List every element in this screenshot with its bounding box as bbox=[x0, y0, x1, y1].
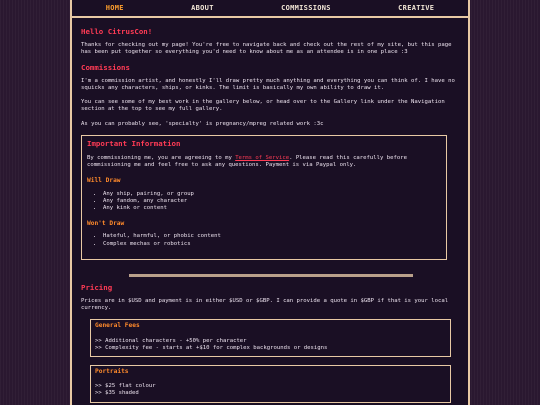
top-nav bbox=[72, 0, 468, 18]
main-content bbox=[72, 18, 468, 403]
will-draw-heading: Will Draw bbox=[87, 177, 121, 185]
list-item: >> Additional characters - +50% per character bbox=[95, 337, 247, 344]
nav-about-link[interactable]: ABOUT bbox=[191, 4, 214, 12]
commissions-paragraph-3: As you can probably see, 'specialty' is pregnancy/mpreg related work :3c bbox=[81, 120, 324, 127]
important-info-box bbox=[81, 135, 447, 260]
terms-of-service-link[interactable]: Terms of Service bbox=[235, 155, 290, 162]
important-text-before: By commissioning me, you are agreeing to my bbox=[87, 155, 236, 162]
list-item: • Complex mechas or robotics bbox=[103, 241, 441, 248]
important-text-after: . Please read this carefully before commissioning me and feel free to ask any questions. Payment is via Paypal only. bbox=[87, 155, 407, 169]
commissions-paragraph-2: You can see some of my best work in the gallery below, or head over to the Gallery link under the Navigation section at the top to see my full gallery. bbox=[81, 99, 445, 113]
portraits-box bbox=[90, 365, 451, 403]
commissions-paragraph-1: I'm a commission artist, and honestly I'll draw pretty much anything and everything you can think of. I have no squicks any characters, ships, or kinks. The limit is basically my own ability to draw it. bbox=[81, 77, 455, 92]
wont-draw-heading: Won't Draw bbox=[87, 220, 125, 228]
important-text bbox=[87, 155, 441, 169]
nav-commissions-link[interactable]: COMMISSIONS bbox=[281, 4, 331, 12]
pricing-text: Prices are in $USD and payment is in either $USD or $GBP. I can provide a quote in $GBP if that is your local currency. bbox=[81, 298, 449, 312]
nav-home-link[interactable]: HOME bbox=[105, 4, 124, 12]
list-item: >> Complexity fee - starts at +$10 for complex backgrounds or designs bbox=[95, 344, 328, 351]
wont-draw-list bbox=[97, 233, 441, 247]
nav-creative-link[interactable]: CREATIVE bbox=[398, 4, 435, 12]
portraits-heading: Portraits bbox=[95, 368, 129, 376]
intro-heading: Hello CitrusCon! bbox=[81, 27, 153, 36]
general-fees-box bbox=[90, 319, 451, 357]
list-item: >> $25 flat colour bbox=[95, 383, 156, 390]
will-draw-list bbox=[97, 191, 441, 213]
commissions-heading: Commissions bbox=[81, 62, 130, 72]
list-item: • Any ship, pairing, or group bbox=[103, 191, 441, 198]
list-item: • Any fandom, any character bbox=[103, 198, 441, 205]
general-fees-heading: General Fees bbox=[95, 322, 140, 330]
list-item: • Hateful, harmful, or phobic content bbox=[103, 233, 441, 240]
pricing-heading: Pricing bbox=[81, 282, 113, 292]
list-item: • Any kink or content bbox=[103, 205, 441, 212]
section-divider bbox=[129, 274, 413, 277]
page-container bbox=[70, 0, 470, 405]
important-heading: Important Information bbox=[87, 138, 181, 148]
intro-text: Thanks for checking out my page! You're free to navigate back and check out the rest of my site, but this page has been put together so everything you'd need to know about me as an attendee is in one place :3 bbox=[81, 42, 452, 56]
list-item: >> $35 shaded bbox=[95, 390, 139, 397]
